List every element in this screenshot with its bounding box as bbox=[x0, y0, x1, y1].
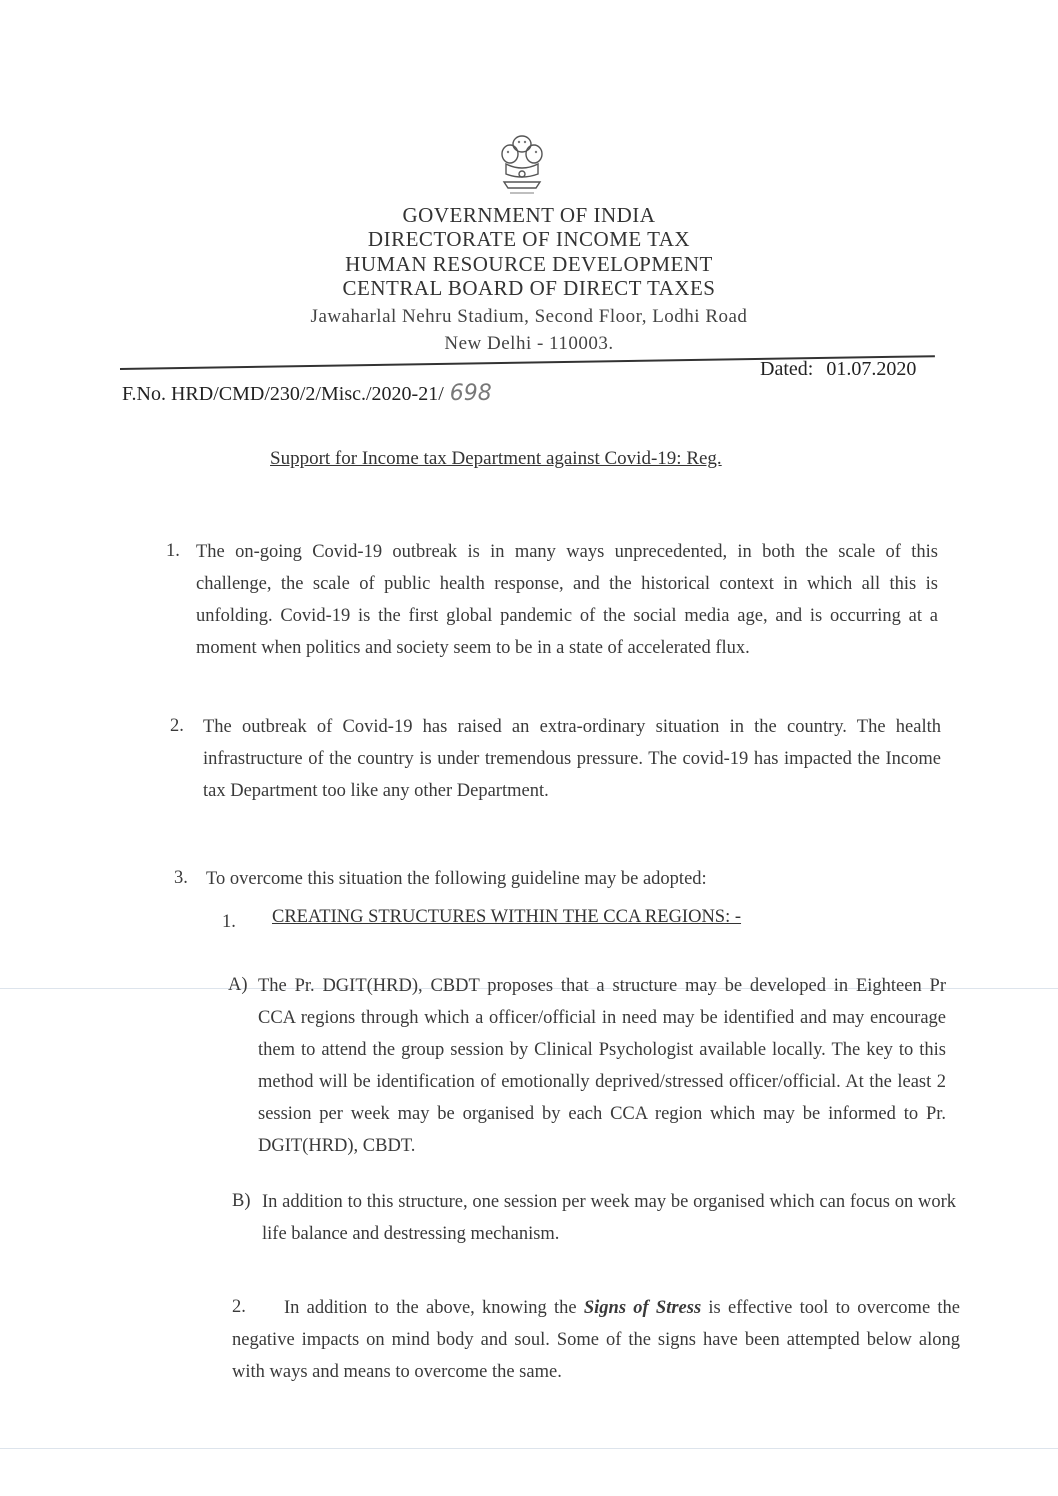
dated-label: Dated: bbox=[760, 358, 814, 380]
handwritten-number: 698 bbox=[449, 381, 492, 406]
section-2-text bbox=[232, 1292, 960, 1388]
state-emblem-icon bbox=[496, 130, 548, 202]
header-line-government: GOVERNMENT OF INDIA bbox=[402, 203, 656, 227]
date-line bbox=[760, 358, 916, 381]
scan-artifact-line-bottom bbox=[0, 1448, 1058, 1449]
paragraph-2-number: 2. bbox=[170, 716, 184, 736]
paragraph-1-number: 1. bbox=[166, 541, 180, 561]
section-2-text-after: is effective tool to overcome the negative impacts on mind body and soul. Some of the signs have been attempted below along with ways and means to overcome the same. bbox=[232, 1298, 960, 1382]
item-b-label: B) bbox=[232, 1191, 251, 1211]
file-number-text: F.No. HRD/CMD/230/2/Misc./2020-21/ bbox=[122, 383, 444, 405]
section-2-number: 2. bbox=[232, 1297, 246, 1317]
header-address-line1: Jawaharlal Nehru Stadium, Second Floor, Lodhi Road bbox=[310, 306, 748, 327]
dated-value: 01.07.2020 bbox=[826, 358, 917, 380]
signs-of-stress-emphasis: Signs of Stress bbox=[583, 1298, 702, 1318]
header-line-hrd: HUMAN RESOURCE DEVELOPMENT bbox=[345, 252, 713, 276]
section-1-heading: CREATING STRUCTURES WITHIN THE CCA REGIONS: - bbox=[272, 907, 742, 927]
header-line-directorate: DIRECTORATE OF INCOME TAX bbox=[367, 227, 691, 251]
section-2-text-before: In addition to the above, knowing the bbox=[284, 1298, 584, 1318]
section-1-number: 1. bbox=[222, 912, 236, 932]
paragraph-3-text: To overcome this situation the following guideline may be adopted: bbox=[206, 869, 707, 889]
subject-line: Support for Income tax Department against Covid-19: Reg. bbox=[270, 448, 722, 469]
file-number bbox=[122, 381, 492, 406]
paragraph-1-text: The on-going Covid-19 outbreak is in many ways unprecedented, in both the scale of this challenge, the scale of public health response, and the historical context in which all this is unfolding. Covid-19 is the first global pandemic of the social media age, and is occurring at a moment when politics and society seem to be in a state of accelerated flux. bbox=[196, 542, 938, 658]
paragraph-3-number: 3. bbox=[174, 868, 188, 888]
paragraph-2-text: The outbreak of Covid-19 has raised an extra-ordinary situation in the country. The health infrastructure of the country is under tremendous pressure. The covid-19 has impacted the Income tax Department too like any other Department. bbox=[203, 717, 941, 801]
header-line-cbdt: CENTRAL BOARD OF DIRECT TAXES bbox=[342, 276, 716, 300]
item-a-text: The Pr. DGIT(HRD), CBDT proposes that a structure may be developed in Eighteen Pr CCA regions through which a officer/official in need may be identified and may encourage them to attend the group session by Clinical Psychologist available locally. The key to this method will be identification of emotionally deprived/stressed officer/official. At the least 2 session per week may be organised by each CCA region which may be informed to Pr. DGIT(HRD), CBDT. bbox=[258, 976, 946, 1156]
item-b-text: In addition to this structure, one session per week may be organised which can focus on work life balance and destressing mechanism. bbox=[262, 1192, 956, 1244]
header-address-line2: New Delhi - 110003. bbox=[444, 333, 614, 354]
item-a-label: A) bbox=[228, 975, 248, 995]
